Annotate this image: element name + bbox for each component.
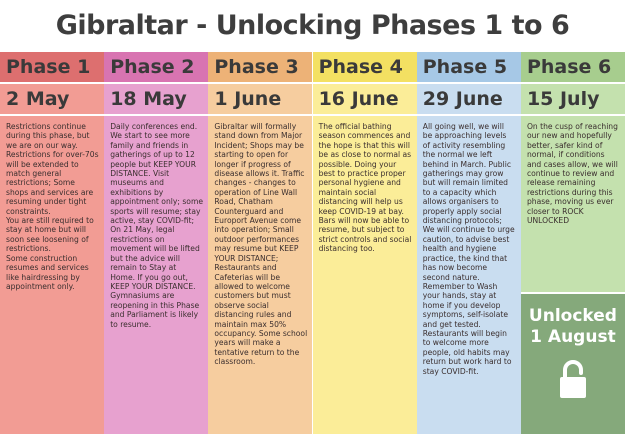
unlocked-date: 1 August — [530, 327, 616, 348]
phase-name: Phase 6 — [521, 52, 625, 82]
phase-column-5 — [417, 52, 521, 442]
phase-description — [521, 114, 625, 292]
phase-text: The official bathing season commences and the hope is that this will be as close to normal as possible. Doing your best to practice proper personal hygiene and maintain social distancing will help us keep COVID-19 at bay. Bars will now be able to resume, but subject to strict controls and social distancing too. — [318, 122, 412, 254]
phase-column-2 — [104, 52, 208, 442]
padlock-icon — [559, 359, 587, 399]
phase-description — [208, 114, 312, 434]
phase-text: On the cusp of reaching our new and hopefully better, safer kind of normal, if conditions and cases allow, we will continue to review and release remaining restrictions during this phase, moving us ever closer to ROCK UNLOCKED — [526, 122, 618, 226]
phase-column-3 — [208, 52, 312, 442]
phase-description — [104, 114, 208, 434]
phase-date: 18 May — [104, 82, 208, 114]
phase-date: 29 June — [417, 82, 521, 114]
phase-name: Phase 3 — [208, 52, 312, 82]
phase-text: All going well, we will be approaching levels of activity resembling the normal we left behind in March. Public gatherings may grow but will remain limited to a capacity which allows organisers to properly apply social distancing protocols; We will continue to urge caution, to advise best health and hygiene practice, the kind that has now become second nature. Remember to Wash your hands, stay at home if you develop symptoms, self-isolate and get tested. Restaurants will begin to welcome more people, old habits may return but work hard to stay COVID-fit. — [422, 122, 515, 376]
phase-name: Phase 4 — [313, 52, 417, 82]
phase-text: Daily conferences end. We start to see more family and friends in gatherings of up to 12 people but KEEP YOUR DISTANCE. Visit museums and exhibitions by appointment only; some sports will resume; stay active, stay COVID-fit; On 21 May, legal restrictions on movement will be lifted but the advice will remain to Stay at Home. If you go out, KEEP YOUR DISTANCE. Gymnasiums are reopening in this Phase and Parliament is likely to resume. — [110, 122, 204, 329]
phase-date: 1 June — [208, 82, 312, 114]
phase-column-1 — [0, 52, 104, 442]
phases-table — [0, 52, 625, 442]
phase-name: Phase 1 — [0, 52, 104, 82]
unlocked-panel — [521, 292, 625, 434]
phase-name: Phase 5 — [417, 52, 521, 82]
phase-date: 16 June — [313, 82, 417, 114]
phase-column-6 — [521, 52, 625, 442]
phase-description — [417, 114, 521, 434]
phase-column-4 — [313, 52, 417, 442]
phase-date: 2 May — [0, 82, 104, 114]
unlocked-label: Unlocked — [528, 306, 617, 326]
phase-description — [0, 114, 104, 434]
phase-name: Phase 2 — [104, 52, 208, 82]
phase-date: 15 July — [521, 82, 625, 114]
phase-text: Restrictions continue during this phase, but we are on our way. Restrictions for over-70s will be extended to match general restrictions; Some shops and services are resuming under tight constraints. You are still required to stay at home but will soon see loosening of restrictions. Some construction resumes and services like hairdressing by appointment only. — [6, 122, 99, 291]
phase-description — [313, 114, 417, 434]
phase-text: Gibraltar will formally stand down from Major Incident; Shops may be starting to open for longer if progress of disease allows it. Traffic changes - changes to operation of Line Wall Road, Chatham Counterguard and Europort Avenue come into operation; Small outdoor performances may resume but KEEP YOUR DISTANCE; Restaurants and Cafeterias will be allowed to welcome customers but must observe social distancing rules and maintain max 50% occupancy. Some school years will make a tentative return to the classroom. — [214, 122, 308, 367]
page-title: Gibraltar - Unlocking Phases 1 to 6 — [55, 9, 570, 41]
